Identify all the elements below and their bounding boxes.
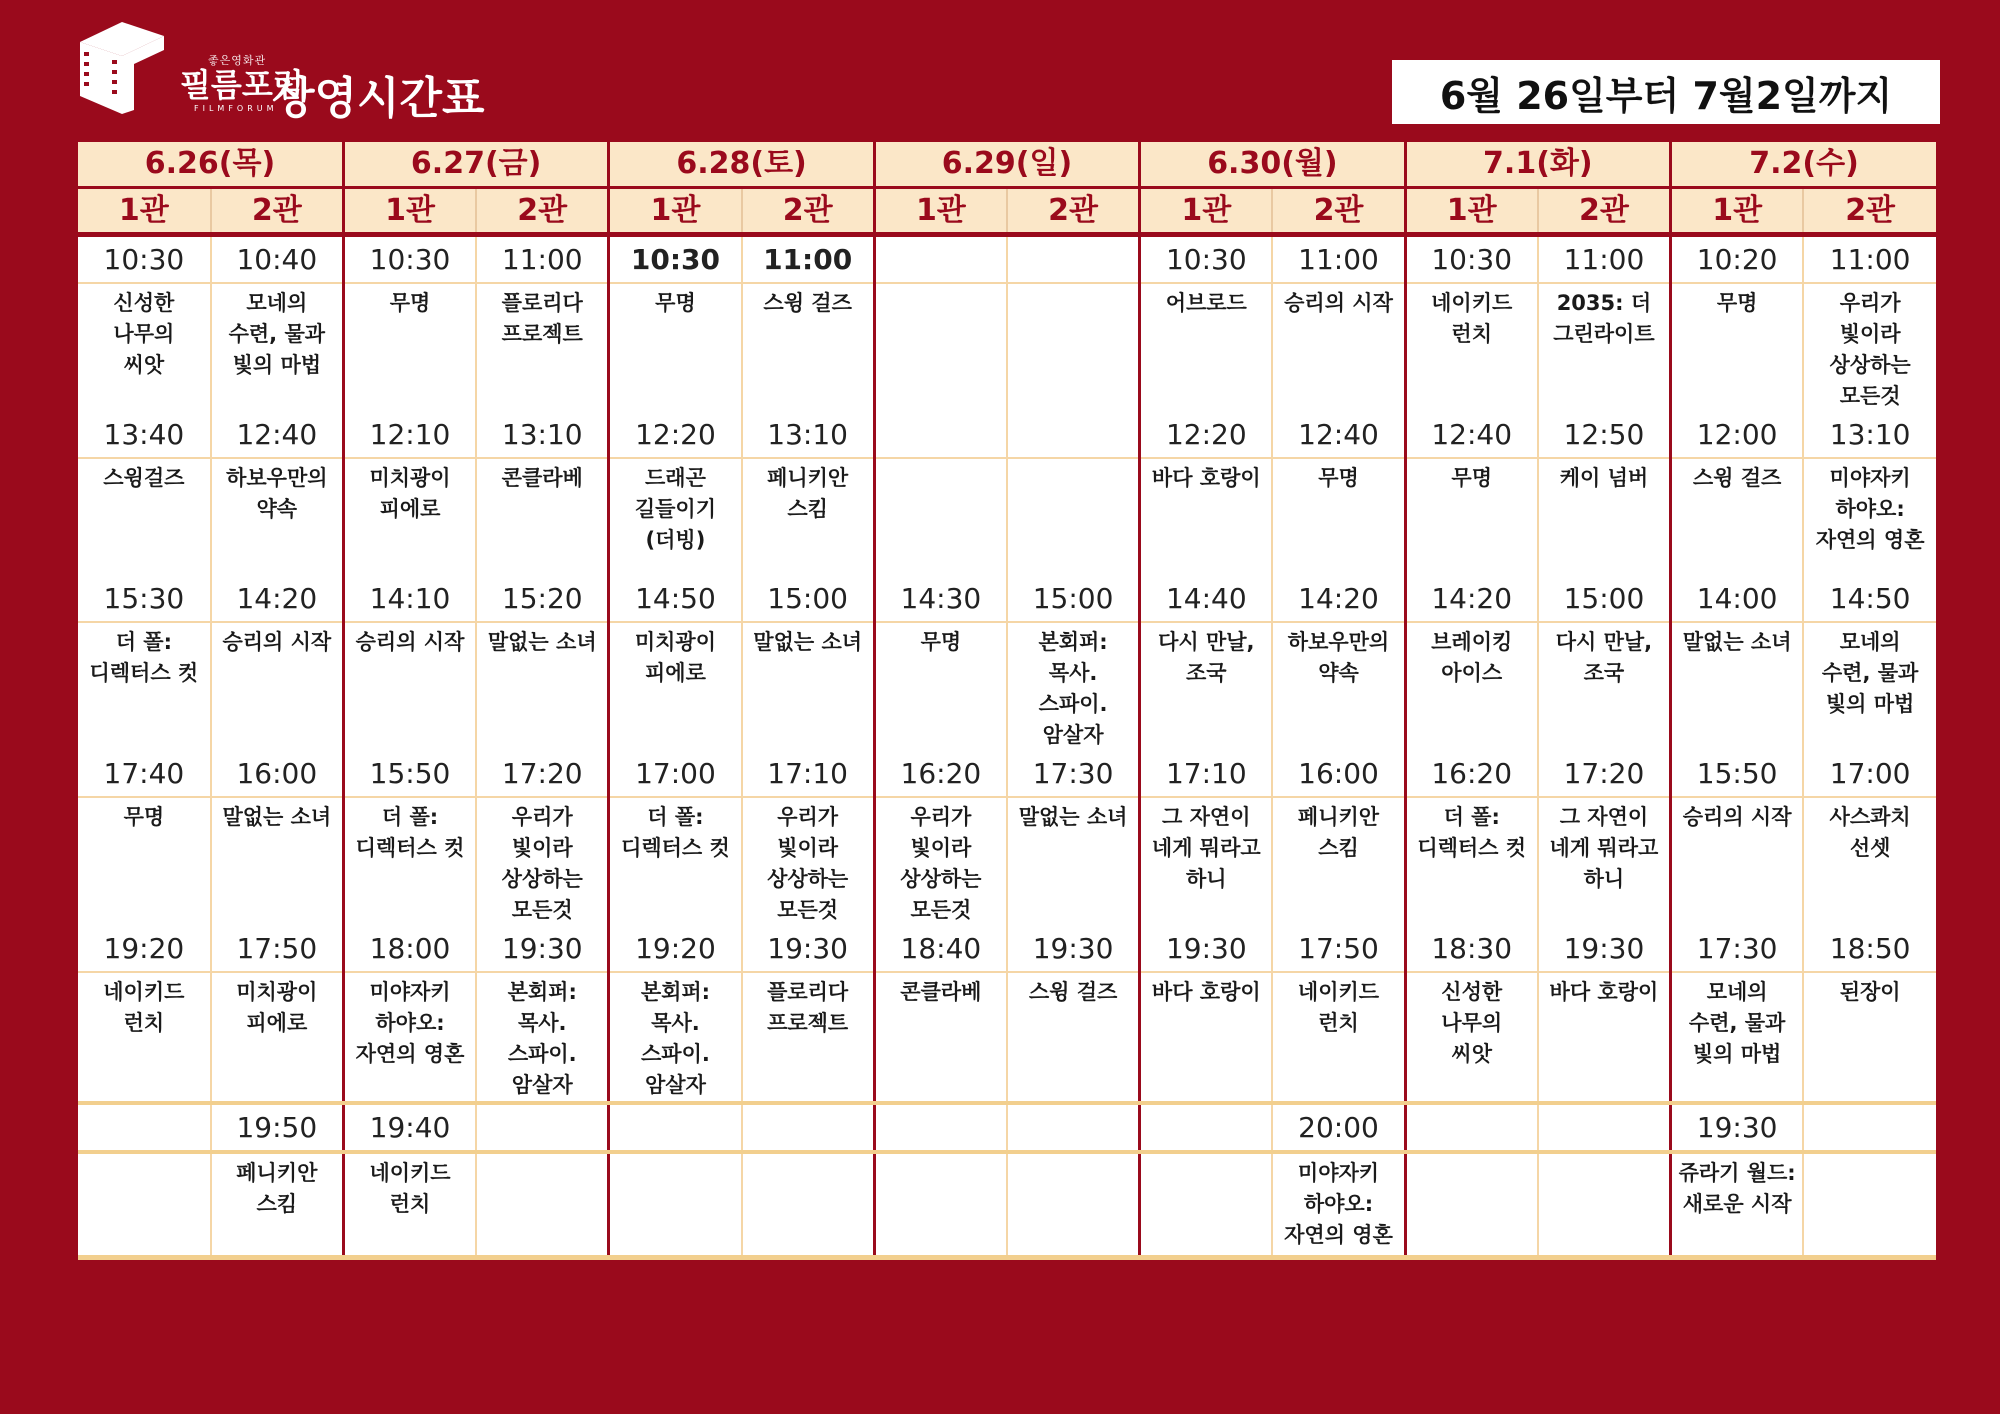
showtime: 13:10 (476, 412, 609, 458)
day-header: 6.28(토) (609, 142, 874, 188)
film-title: 2035: 더 그린라이트 (1538, 283, 1671, 412)
film-row (78, 283, 1936, 412)
film-title (874, 283, 1007, 412)
hall-header: 1관 (874, 188, 1007, 235)
showtime: 11:00 (742, 235, 875, 284)
showtime: 10:30 (609, 235, 742, 284)
showtime: 12:00 (1671, 412, 1804, 458)
showtime: 12:20 (609, 412, 742, 458)
film-title: 스윙걸즈 (78, 458, 211, 576)
showtime: 19:30 (1538, 926, 1671, 972)
film-title: 페니키안 스킴 (1272, 797, 1405, 926)
showtime: 12:40 (211, 412, 344, 458)
showtime: 17:20 (1538, 751, 1671, 797)
hall-header: 1관 (1405, 188, 1538, 235)
showtime: 14:20 (1405, 576, 1538, 622)
film-title: 스윙 걸즈 (1671, 458, 1804, 576)
showtime: 15:30 (78, 576, 211, 622)
showtime: 18:00 (343, 926, 476, 972)
film-title: 더 폴: 디렉터스 컷 (343, 797, 476, 926)
showtime: 16:20 (874, 751, 1007, 797)
film-title: 어브로드 (1140, 283, 1273, 412)
day-header: 6.29(일) (874, 142, 1139, 188)
film-title: 우리가 빛이라 상상하는 모든것 (874, 797, 1007, 926)
film-title (1803, 1152, 1936, 1255)
film-title: 말없는 소녀 (211, 797, 344, 926)
showtime (1007, 235, 1140, 284)
showtime: 14:50 (1803, 576, 1936, 622)
showtime: 12:10 (343, 412, 476, 458)
showtime (874, 235, 1007, 284)
film-title: 말없는 소녀 (1007, 797, 1140, 926)
showtime: 14:40 (1140, 576, 1273, 622)
hall-header: 2관 (1538, 188, 1671, 235)
showtime (1007, 412, 1140, 458)
film-title: 미야자키 하야오: 자연의 영혼 (1272, 1152, 1405, 1255)
film-title: 다시 만날, 조국 (1538, 622, 1671, 751)
film-row (78, 972, 1936, 1103)
film-title: 미치광이 피에로 (609, 622, 742, 751)
hall-header: 2관 (211, 188, 344, 235)
brand-name: 필름포럼 (180, 66, 304, 104)
film-title: 쥬라기 월드: 새로운 시작 (1671, 1152, 1804, 1255)
film-title: 바다 호랑이 (1140, 972, 1273, 1103)
film-title: 승리의 시작 (1272, 283, 1405, 412)
film-title: 더 폴: 디렉터스 컷 (609, 797, 742, 926)
bottom-divider (78, 1255, 1936, 1260)
film-title (1007, 1152, 1140, 1255)
film-title: 스윙 걸즈 (1007, 972, 1140, 1103)
film-title: 우리가 빛이라 상상하는 모든것 (742, 797, 875, 926)
film-title: 네이키드 런치 (1405, 283, 1538, 412)
film-title: 된장이 (1839, 980, 1901, 1004)
film-title: 무명 (1405, 458, 1538, 576)
film-row (78, 622, 1936, 751)
hall-header: 1관 (1140, 188, 1273, 235)
showtime: 17:50 (1272, 926, 1405, 972)
film-title: 네이키드 런치 (343, 1152, 476, 1255)
showtime: 17:10 (742, 751, 875, 797)
film-title: 하보우만의 약속 (211, 458, 344, 576)
showtime: 19:30 (1140, 926, 1273, 972)
showtime: 10:30 (1405, 235, 1538, 284)
showtime: 12:40 (1272, 412, 1405, 458)
showtime: 19:30 (1671, 1103, 1804, 1152)
showtime: 18:40 (874, 926, 1007, 972)
film-title (1007, 283, 1140, 412)
hall-header: 2관 (1007, 188, 1140, 235)
showtime: 20:00 (1272, 1103, 1405, 1152)
showtime: 17:00 (609, 751, 742, 797)
film-title: 콘클라베 (476, 458, 609, 576)
showtime: 12:40 (1405, 412, 1538, 458)
time-row (78, 412, 1936, 458)
showtime (1803, 1103, 1936, 1152)
showtime: 17:30 (1671, 926, 1804, 972)
hall-header: 2관 (1272, 188, 1405, 235)
showtime: 15:50 (343, 751, 476, 797)
day-header: 6.26(목) (78, 142, 343, 188)
showtime: 10:30 (1140, 235, 1273, 284)
showtime: 16:20 (1405, 751, 1538, 797)
showtime: 13:10 (1803, 412, 1936, 458)
film-title: 무명 (874, 622, 1007, 751)
film-title (1405, 1152, 1538, 1255)
film-title: 모네의 수련, 물과 빛의 마법 (1821, 630, 1919, 716)
hall-header: 1관 (343, 188, 476, 235)
film-title: 그 자연이 네게 뭐라고 하니 (1140, 797, 1273, 926)
day-header: 7.1(화) (1405, 142, 1670, 188)
showtime: 19:20 (609, 926, 742, 972)
film-title (874, 458, 1007, 576)
showtime (609, 1103, 742, 1152)
film-title: 말없는 소녀 (742, 622, 875, 751)
film-title: 말없는 소녀 (1671, 622, 1804, 751)
hall-header: 2관 (1803, 188, 1936, 235)
film-title: 신성한 나무의 씨앗 (78, 283, 211, 412)
showtime (1140, 1103, 1273, 1152)
showtime: 12:20 (1140, 412, 1273, 458)
hall-header: 1관 (78, 188, 211, 235)
film-title: 페니키안 스킴 (211, 1152, 344, 1255)
film-title: 본회퍼: 목사. 스파이. 암살자 (1007, 622, 1140, 751)
showtime: 10:40 (211, 235, 344, 284)
showtime: 15:50 (1671, 751, 1804, 797)
film-title: 미야자키 하야오: 자연의 영혼 (1815, 466, 1925, 552)
film-title: 모네의 수련, 물과 빛의 마법 (1671, 972, 1804, 1103)
film-title: 스윙 걸즈 (742, 283, 875, 412)
film-title: 케이 넘버 (1538, 458, 1671, 576)
film-title: 말없는 소녀 (476, 622, 609, 751)
showtime: 19:30 (742, 926, 875, 972)
film-title: 미치광이 피에로 (343, 458, 476, 576)
showtime: 14:00 (1671, 576, 1804, 622)
showtime (1405, 1103, 1538, 1152)
film-title: 사스콰치 선셋 (1829, 805, 1911, 860)
showtime: 17:50 (211, 926, 344, 972)
hall-header: 2관 (742, 188, 875, 235)
day-header: 6.30(월) (1140, 142, 1405, 188)
schedule-table (78, 142, 1936, 1255)
showtime: 17:00 (1803, 751, 1936, 797)
film-title: 본회퍼: 목사. 스파이. 암살자 (609, 972, 742, 1103)
film-title: 미치광이 피에로 (211, 972, 344, 1103)
showtime: 19:40 (343, 1103, 476, 1152)
showtime (742, 1103, 875, 1152)
film-row (78, 797, 1936, 926)
showtime: 14:20 (211, 576, 344, 622)
showtime (78, 1103, 211, 1152)
page-title: 상영시간표 (272, 73, 485, 124)
film-title: 페니키안 스킴 (742, 458, 875, 576)
day-header: 7.2(수) (1671, 142, 1936, 188)
time-row (78, 235, 1936, 284)
showtime: 19:30 (476, 926, 609, 972)
period-label: 6월 26일부터 7월2일까지 (1392, 60, 1940, 124)
brand-tagline: 좋은영화관 (208, 54, 267, 67)
film-title (1538, 1152, 1671, 1255)
showtime: 17:30 (1007, 751, 1140, 797)
showtime: 10:30 (78, 235, 211, 284)
film-title: 네이키드 런치 (1272, 972, 1405, 1103)
day-header-row (78, 142, 1936, 188)
showtime: 15:00 (742, 576, 875, 622)
showtime: 18:50 (1803, 926, 1936, 972)
film-title (78, 1152, 211, 1255)
film-title: 그 자연이 네게 뭐라고 하니 (1538, 797, 1671, 926)
film-title: 네이키드 런치 (78, 972, 211, 1103)
showtime: 15:00 (1538, 576, 1671, 622)
brand-english: FILMFORUM (194, 104, 278, 113)
showtime: 11:00 (1803, 235, 1936, 284)
film-title: 드래곤 길들이기 (더빙) (609, 458, 742, 576)
showtime: 14:20 (1272, 576, 1405, 622)
film-title: 우리가 빛이라 상상하는 모든것 (476, 797, 609, 926)
showtime (1538, 1103, 1671, 1152)
film-title (609, 1152, 742, 1255)
film-title: 하보우만의 약속 (1272, 622, 1405, 751)
film-title: 모네의 수련, 물과 빛의 마법 (211, 283, 344, 412)
film-title (874, 1152, 1007, 1255)
day-header: 6.27(금) (343, 142, 608, 188)
film-title (1007, 458, 1140, 576)
showtime: 15:20 (476, 576, 609, 622)
film-title: 무명 (343, 283, 476, 412)
film-title (476, 1152, 609, 1255)
film-title: 승리의 시작 (211, 622, 344, 751)
hall-header: 1관 (1671, 188, 1804, 235)
showtime: 17:10 (1140, 751, 1273, 797)
schedule-grid (78, 142, 1936, 1255)
film-row (78, 1152, 1936, 1255)
showtime: 18:30 (1405, 926, 1538, 972)
hall-header: 1관 (609, 188, 742, 235)
film-title (742, 1152, 875, 1255)
film-title: 더 폴: 디렉터스 컷 (1405, 797, 1538, 926)
showtime: 12:50 (1538, 412, 1671, 458)
showtime: 16:00 (211, 751, 344, 797)
showtime: 13:40 (78, 412, 211, 458)
showtime: 11:00 (476, 235, 609, 284)
hall-header: 2관 (476, 188, 609, 235)
showtime (476, 1103, 609, 1152)
showtime: 17:20 (476, 751, 609, 797)
film-title: 콘클라베 (874, 972, 1007, 1103)
showtime: 11:00 (1272, 235, 1405, 284)
showtime: 13:10 (742, 412, 875, 458)
time-row (78, 576, 1936, 622)
showtime: 14:10 (343, 576, 476, 622)
film-title: 다시 만날, 조국 (1140, 622, 1273, 751)
film-title: 바다 호랑이 (1538, 972, 1671, 1103)
film-title: 미야자키 하야오: 자연의 영혼 (343, 972, 476, 1103)
showtime: 16:00 (1272, 751, 1405, 797)
showtime: 14:30 (874, 576, 1007, 622)
hall-header-row (78, 188, 1936, 235)
showtime: 10:30 (343, 235, 476, 284)
showtime: 11:00 (1538, 235, 1671, 284)
showtime (1007, 1103, 1140, 1152)
time-row (78, 926, 1936, 972)
film-title: 우리가 빛이라 상상하는 모든것 (1829, 291, 1911, 408)
film-title: 브레이킹 아이스 (1405, 622, 1538, 751)
showtime: 15:00 (1007, 576, 1140, 622)
film-title: 무명 (1272, 458, 1405, 576)
showtime: 17:40 (78, 751, 211, 797)
time-row (78, 751, 1936, 797)
film-title: 더 폴: 디렉터스 컷 (78, 622, 211, 751)
film-title: 본회퍼: 목사. 스파이. 암살자 (476, 972, 609, 1103)
film-box-logo-icon (74, 14, 170, 118)
film-title: 바다 호랑이 (1140, 458, 1273, 576)
showtime: 19:20 (78, 926, 211, 972)
film-title: 무명 (1671, 283, 1804, 412)
film-row (78, 458, 1936, 576)
film-title (1140, 1152, 1273, 1255)
header-bar (0, 0, 2000, 140)
showtime: 19:30 (1007, 926, 1140, 972)
showtime: 14:50 (609, 576, 742, 622)
film-title: 무명 (78, 797, 211, 926)
time-row (78, 1103, 1936, 1152)
film-title: 플로리다 프로젝트 (742, 972, 875, 1103)
showtime (874, 412, 1007, 458)
film-title: 승리의 시작 (343, 622, 476, 751)
showtime: 10:20 (1671, 235, 1804, 284)
film-title: 플로리다 프로젝트 (476, 283, 609, 412)
film-title: 무명 (609, 283, 742, 412)
film-title: 신성한 나무의 씨앗 (1405, 972, 1538, 1103)
film-title: 승리의 시작 (1671, 797, 1804, 926)
showtime: 19:50 (211, 1103, 344, 1152)
showtime (874, 1103, 1007, 1152)
